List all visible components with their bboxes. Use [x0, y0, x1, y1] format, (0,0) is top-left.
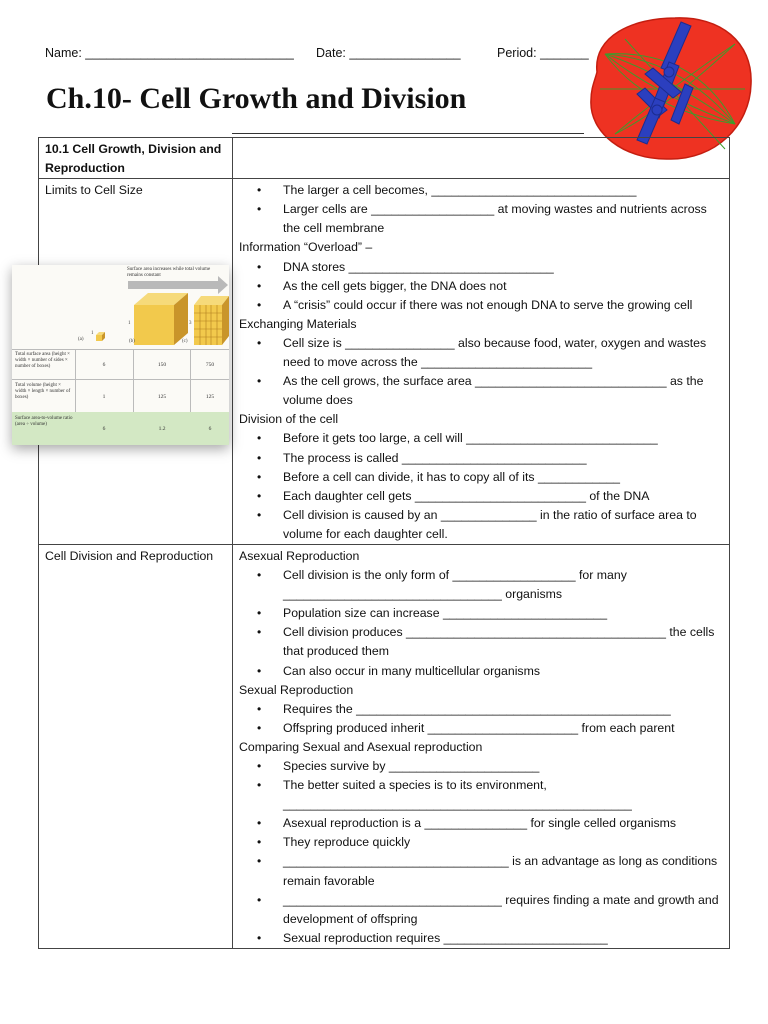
section-notes: [233, 544, 730, 948]
value: 6: [208, 426, 212, 432]
list-item: • Can also occur in many multicellular organisms: [283, 662, 723, 681]
value: 1: [102, 394, 106, 400]
list-item: • Requires the ______________________________________________: [283, 700, 723, 719]
value: 750: [205, 362, 215, 368]
surface-area-volume-figure: [12, 265, 229, 445]
value: 6: [102, 362, 106, 368]
topic-cell-division-reproduction: Cell Division and Reproduction: [39, 544, 233, 948]
list-item: • Before it gets too large, a cell will ____________________________: [283, 429, 723, 448]
list-item: • Each daughter cell gets _________________________ of the DNA: [283, 487, 723, 506]
list-item: • Population size can increase ________________________: [283, 604, 723, 623]
table-row: [39, 138, 730, 179]
row-label-surface-area: Total surface area (height × width × number of sides × number of boxes): [15, 352, 70, 369]
value: 125: [205, 394, 215, 400]
figure-caption: Surface area increases while total volume remains constant: [127, 267, 211, 278]
list-item: • Sexual reproduction requires ________________________: [283, 929, 723, 948]
list-item: • They reproduce quickly: [283, 833, 723, 852]
value: 1.2: [158, 426, 166, 432]
bullet-list: [239, 334, 723, 410]
list-item: • A “crisis” could occur if there was not enough DNA to serve the growing cell: [283, 296, 723, 315]
bullet-list: [239, 429, 723, 544]
list-item: • The better suited a species is to its environment, ___________________________________________________: [283, 776, 723, 814]
section-notes: [233, 138, 730, 179]
list-item: • Species survive by ______________________: [283, 757, 723, 776]
list-item: • As the cell gets bigger, the DNA does not: [283, 277, 723, 296]
subheading: Comparing Sexual and Asexual reproduction: [239, 739, 483, 754]
period-field[interactable]: Period: _______: [497, 46, 589, 60]
value: 150: [157, 362, 167, 368]
subheading: Information “Overload” –: [239, 240, 373, 255]
bullet-list: [239, 566, 723, 681]
title-divider: [232, 133, 584, 134]
list-item: • Asexual reproduction is a _______________ for single celled organisms: [283, 814, 723, 833]
value: 125: [157, 394, 167, 400]
list-item: • Offspring produced inherit ______________________ from each parent: [283, 719, 723, 738]
label-c: (c): [182, 339, 188, 344]
list-item: • DNA stores ______________________________: [283, 258, 723, 277]
name-field[interactable]: Name: ______________________________: [45, 46, 294, 60]
side-label-a: 1: [91, 331, 94, 336]
list-item: • Cell size is ________________ also because food, water, oxygen and wastes need to move across the _________________________: [283, 334, 723, 372]
list-item: • ________________________________ requires finding a mate and growth and development of offspring: [283, 891, 723, 929]
label-b: (b): [129, 339, 135, 344]
list-item: • _________________________________ is an advantage as long as conditions remain favorable: [283, 852, 723, 890]
section-notes: [233, 179, 730, 545]
subheading: Asexual Reproduction: [239, 548, 360, 563]
side-label-c: 3: [189, 321, 192, 326]
list-item: • Before a cell can divide, it has to copy all of its ____________: [283, 468, 723, 487]
list-item: • Cell division is the only form of __________________ for many ________________________________ organisms: [283, 566, 723, 604]
row-label-volume: Total volume (height × width × length × number of boxes): [15, 383, 71, 400]
divided-cube: [194, 296, 229, 345]
list-item: • The larger a cell becomes, ______________________________: [283, 181, 723, 200]
bullet-list: [239, 258, 723, 315]
list-item: • As the cell grows, the surface area ____________________________ as the volume does: [283, 372, 723, 410]
small-cube: [96, 332, 105, 341]
topic-limits-to-cell-size: Limits to Cell Size: [39, 179, 233, 545]
bullet-list: [239, 700, 723, 738]
notes-table: [38, 137, 730, 949]
subheading: Division of the cell: [239, 412, 339, 427]
side-label-b: 1: [128, 321, 131, 326]
list-item: • The process is called ___________________________: [283, 449, 723, 468]
list-item: • Cell division is caused by an ______________ in the ratio of surface area to volume for each daughter cell.: [283, 506, 723, 544]
cube-illustration: [12, 265, 229, 357]
date-field[interactable]: Date: ________________: [316, 46, 461, 60]
section-heading: 10.1 Cell Growth, Division and Reproduction: [39, 138, 233, 179]
figure-divider: [12, 379, 229, 380]
list-item: • Larger cells are __________________ at moving wastes and nutrients across the cell membrane: [283, 200, 723, 238]
page-title: Ch.10- Cell Growth and Division: [46, 82, 467, 115]
row-label-ratio: Surface area-to-volume ratio (area ÷ volume): [15, 416, 73, 427]
table-row: [39, 544, 730, 948]
value: 6: [102, 426, 106, 432]
bullet-list: [239, 757, 723, 948]
label-a: (a): [78, 337, 84, 342]
arrow-icon: [128, 276, 228, 294]
list-item: • Cell division produces ______________________________________ the cells that produced them: [283, 623, 723, 661]
subheading: Exchanging Materials: [239, 316, 357, 331]
bullet-list: [239, 181, 723, 238]
large-cube: [134, 293, 188, 345]
subheading: Sexual Reproduction: [239, 682, 354, 697]
